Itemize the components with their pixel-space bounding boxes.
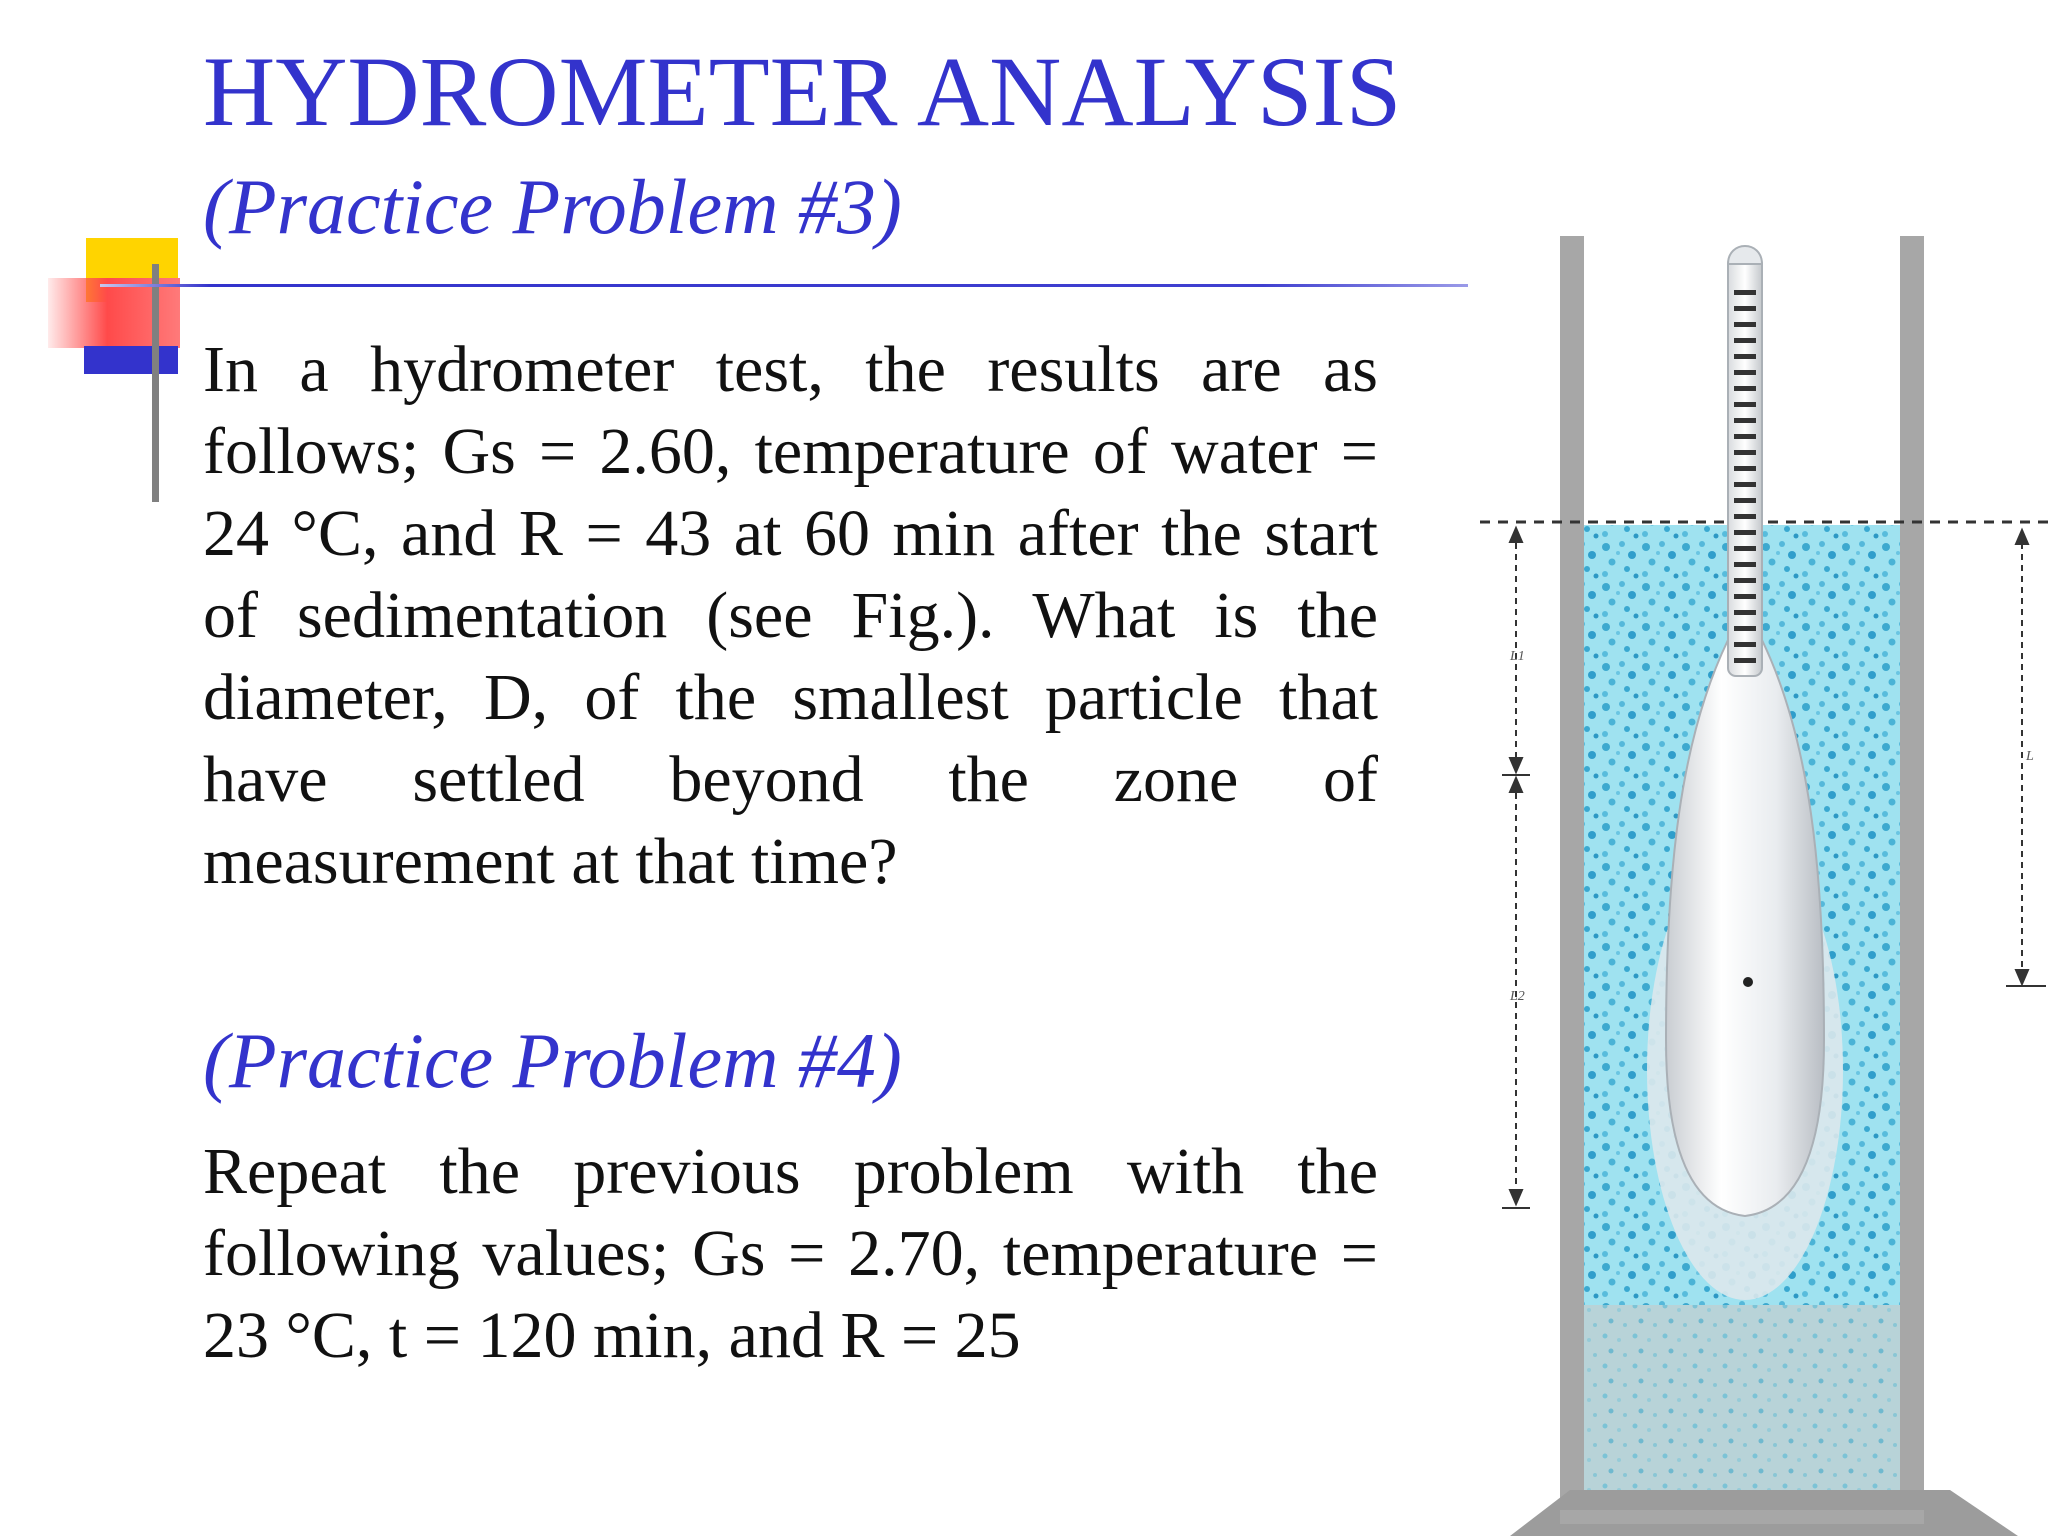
problem-3-text: In a hydrometer test, the results are as follows; Gs = 2.60, temperature of water = 24 °C, and R = 43 at 60 min after the start of sedimentation (see Fig.). What is the diameter, D, of the smallest particle that have settled beyond the zone of measurement at that time? [203,333,1378,898]
label-l1: L1 [1510,649,1525,664]
subtitle-problem-4: (Practice Problem #4) [203,1017,902,1104]
problem-4-text: Repeat the previous problem with the following values; Gs = 2.70, temperature = 23 °C, t = 120 min, and R = 25 [203,1135,1378,1372]
cylinder-left-wall [1560,236,1584,1526]
slide-title: HYDROMETER ANALYSIS [203,36,1402,147]
subtitle-problem-3: (Practice Problem #3) [203,163,902,250]
decor-red-square [48,278,180,348]
decor-vertical-line [152,264,159,502]
hydrometer-figure [1480,220,2048,1536]
label-l2: L2 [1510,989,1525,1004]
dimension-left [1502,528,1530,1208]
label-l: L [2026,749,2034,764]
cylinder-right-wall [1900,236,1924,1526]
bulb-center-dot [1743,977,1753,987]
title-underline [100,284,1468,287]
decor-blue-bar [84,346,178,374]
